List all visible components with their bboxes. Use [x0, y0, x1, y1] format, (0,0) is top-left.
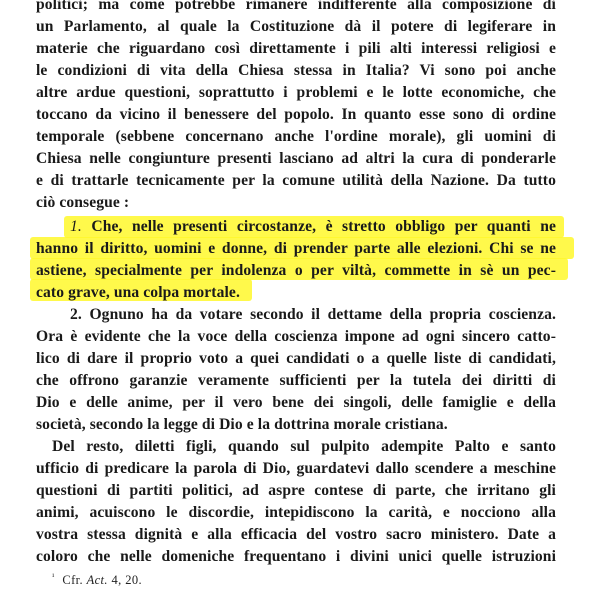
text-line: società, secondo la legge di Dio e la dottrina morale cristiana. — [36, 416, 448, 433]
footnote — [52, 572, 142, 588]
footnote-prefix: Cfr. — [62, 573, 84, 588]
highlighted-line: astiene, specialmente per indolenza o per viltà, commette in sè un pec- — [36, 262, 556, 279]
text-line: Ora è evidente che la voce della coscienza impone ad ogni sincero catto- — [36, 328, 556, 345]
text-line: ciò consegue : — [36, 194, 130, 211]
text-line: Dio e delle anime, per il vero bene dei singoli, delle famiglie e della — [36, 394, 556, 411]
text-line: toccano da vicino il benessere del popolo. In quanto esse sono di ordine — [36, 106, 556, 123]
footnote-ref: Act. — [86, 573, 108, 588]
text-line: altre ardue questioni, soprattutto i problemi e le lotte economiche, che — [36, 84, 556, 101]
point-text: Che, nelle presenti circostanze, è stretto obbligo per quanti ne — [91, 218, 556, 235]
text-line: le condizioni di vita della Chiesa stessa in Italia? Vi sono poi anche — [36, 62, 556, 79]
highlighted-line — [70, 216, 556, 238]
point-number: 1. — [70, 218, 82, 235]
text-line: questioni di partiti politici, ad aspre contese di parte, che irritano gli — [36, 482, 556, 499]
text-line: materie che riguardano così direttamente i pili alti interessi religiosi e — [36, 40, 556, 57]
text-line: 2. Ognuno ha da votare secondo il dettame della propria coscienza. — [70, 306, 556, 323]
text-line: animi, acuiscono le discordie, intepidiscono la carità, e nocciono alla — [36, 504, 556, 521]
text-line: vostra stessa dignità e alla efficacia del vostro sacro ministero. Date a — [36, 526, 556, 543]
highlighted-line: cato grave, una colpa mortale. — [36, 284, 240, 301]
text-line: Chiesa nelle congiunture presenti lasciano ad altri la cura di ponderarle — [36, 150, 556, 167]
text-line: coloro che nelle domeniche frequentano i divini unici quelle istruzioni — [36, 548, 556, 565]
text-line: Del resto, diletti figli, quando sul pulpito adempite Palto e santo — [52, 438, 556, 455]
text-line: temporale (sebbene concernano anche l'ordine morale), gli uomini di — [36, 128, 556, 145]
footnote-suffix: 4, 20. — [111, 573, 143, 588]
text-line: un Parlamento, al quale la Costituzione dà il potere di legiferare in — [36, 18, 556, 35]
text-line: ufficio di predicare la parola di Dio, guardatevi dallo scendere a meschine — [36, 460, 556, 477]
text-line: lico di dare il proprio voto a quei candidati o a quelle liste di candidati, — [36, 350, 556, 367]
text-line: e di trattarle tecnicamente per la comune utilità della Nazione. Da tutto — [36, 172, 556, 189]
highlighted-line: hanno il diritto, uomini e donne, di prender parte alle elezioni. Chi se ne — [36, 240, 556, 257]
text-line: che offrono garanzie veramente sufficienti per la tutela dei diritti di — [36, 372, 556, 389]
text-line: politici; ma come potrebbe rimanere indifferente alla composizione di — [36, 0, 556, 13]
footnote-marker: ¹ — [52, 572, 55, 581]
